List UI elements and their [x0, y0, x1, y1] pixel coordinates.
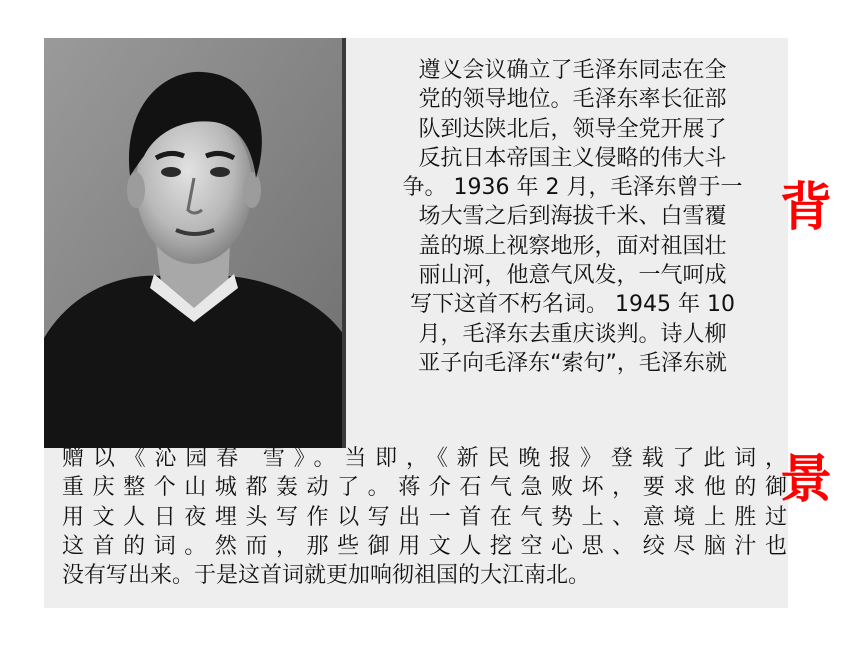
passage-upper [360, 56, 785, 378]
passage-line: 赠以《沁园春 雪》。当即，《新民晚报》登载了此词， [62, 446, 787, 471]
passage-line: 用文人日夜埋头写作以写出一首在气势上、意境上胜过 [62, 504, 787, 530]
passage-line: 没有写出来。于是这首词就更加响彻祖国的大江南北。 [62, 563, 591, 589]
passage-line: 党的领导地位。毛泽东率长征部 [418, 87, 727, 113]
passage-line: 亚子向毛泽东“索句”，毛泽东就 [418, 350, 727, 376]
side-label-jing: 景 [779, 450, 832, 510]
passage-line: 月，毛泽东去重庆谈判。诗人柳 [418, 321, 727, 347]
passage-line: 丽山河，他意气风发，一气呵成 [418, 263, 727, 289]
passage-line: 盖的塬上视察地形，面对祖国壮 [418, 233, 727, 259]
passage-lower [62, 444, 787, 590]
passage-line: 遵义会议确立了毛泽东同志在全 [418, 58, 727, 83]
passage-line: 场大雪之后到海拔千米、白雪覆 [418, 204, 727, 230]
passage-line: 队到达陕北后，领导全党开展了 [418, 116, 727, 142]
passage-line: 反抗日本帝国主义侵略的伟大斗 [418, 145, 727, 171]
portrait-photo [44, 38, 346, 448]
portrait-image [44, 38, 346, 448]
passage-line: 争。 1936 年 2 月，毛泽东曾于一 [402, 175, 743, 201]
passage-line: 这首的词。然而，那些御用文人挖空心思、绞尽脑汁也 [62, 533, 787, 559]
passage-line: 重庆整个山城都轰动了。蒋介石气急败坏，要求他的御 [62, 475, 787, 501]
passage-line: 写下这首不朽名词。 1945 年 10 [410, 292, 735, 318]
side-label-bei: 背 [779, 178, 832, 238]
